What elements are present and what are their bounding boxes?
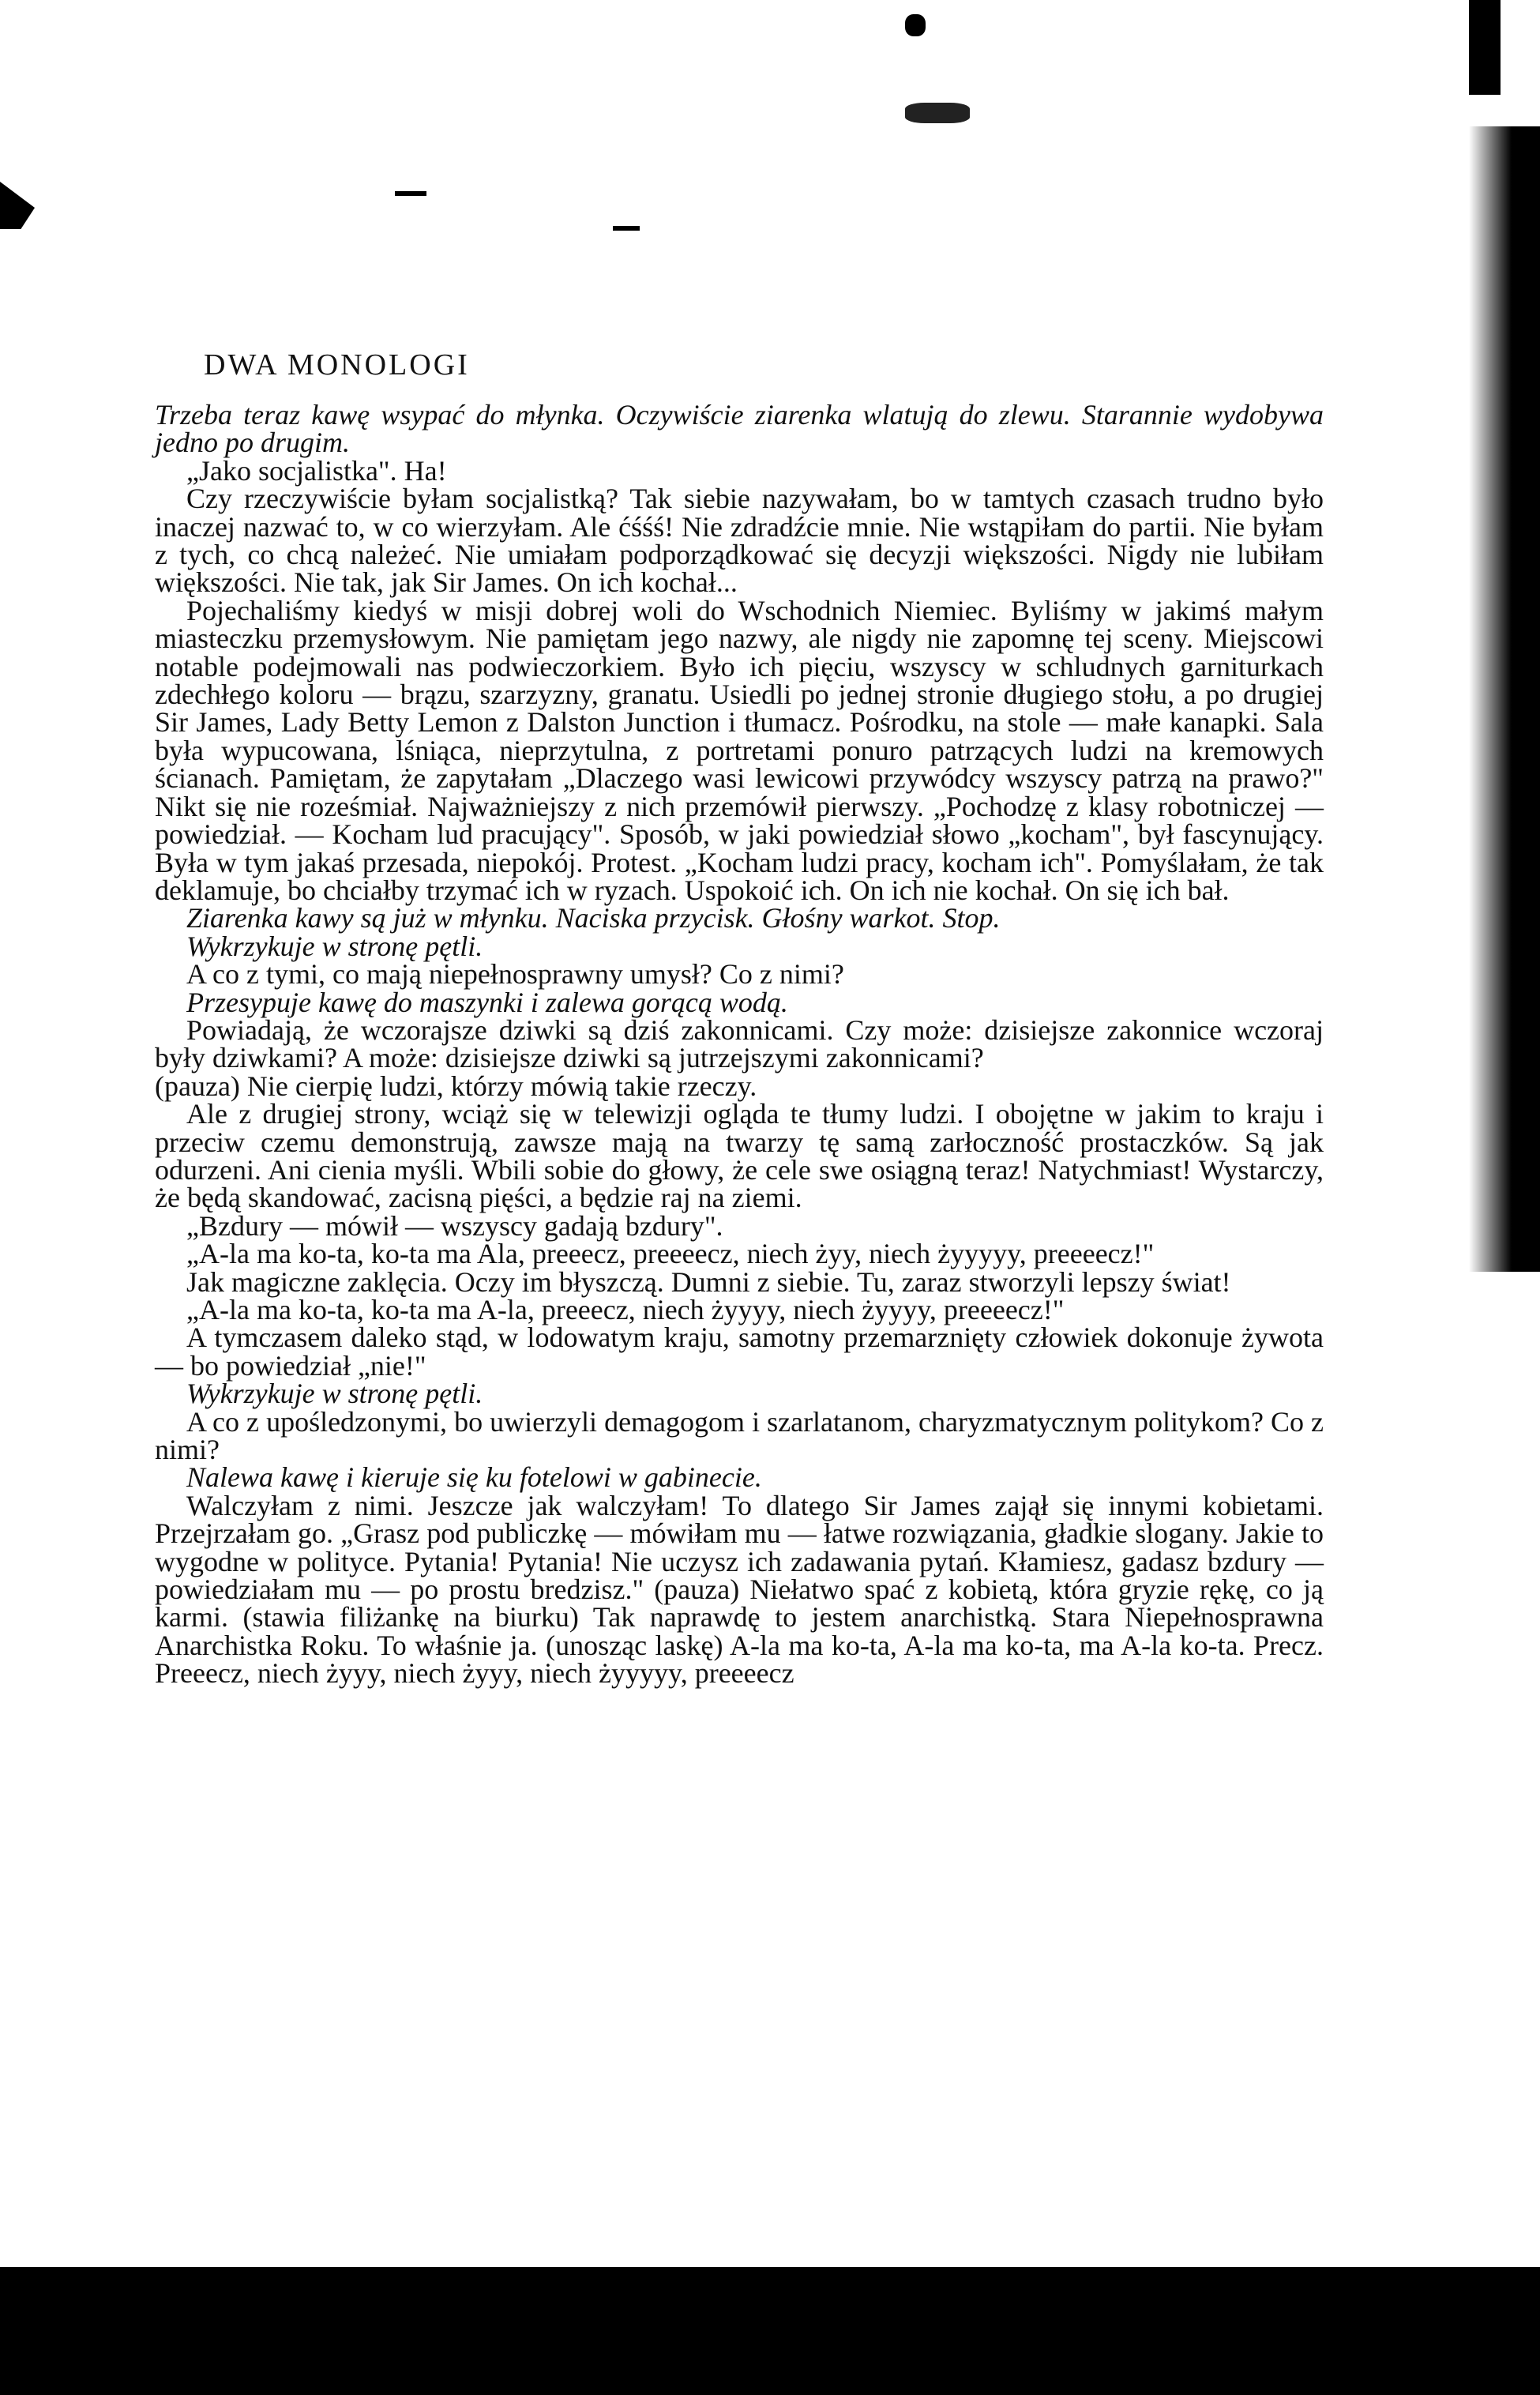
scan-corner-left	[0, 182, 35, 229]
scan-shadow-right	[1469, 126, 1540, 1272]
paragraph: „A-la ma ko-ta, ko-ta ma Ala, preeecz, preeeecz, niech żyy, niech żyyyyy, preeeecz!"	[186, 1238, 1155, 1270]
scan-dash-1	[395, 191, 426, 196]
stage-direction: Nalewa kawę i kieruje się ku fotelowi w gabinecie.	[186, 1461, 762, 1494]
paragraph: „A-la ma ko-ta, ko-ta ma A-la, preeecz, niech żyyyy, niech żyyyy, preeeecz!"	[186, 1294, 1065, 1325]
stage-direction: Trzeba teraz kawę wsypać do młynka. Oczywiście ziarenka wlatują do zlewu. Starannie wydobywa jedno po drugim.	[155, 399, 1324, 459]
paragraph: (pauza) Nie cierpię ludzi, którzy mówią takie rzeczy.	[155, 1070, 757, 1102]
stage-direction: Przesypuje kawę do maszynki i zalewa gorącą wodą.	[186, 986, 788, 1018]
page-title: DWA MONOLOGI	[204, 348, 470, 382]
paragraph: „Bzdury — mówił — wszyscy gadają bzdury".	[186, 1209, 723, 1242]
paragraph: Powiadają, że wczorajsze dziwki są dziś zakonnicami. Czy może: dzisiejsze zakonnice wczoraj były dziwkami? A może: dzisiejsze dziwki są jutrzejszymi zakonnicami?	[155, 1013, 1324, 1074]
stage-direction: Ziarenka kawy są już w młynku. Naciska przycisk. Głośny warkot. Stop.	[186, 902, 1001, 934]
scan-bar-bottom	[0, 2267, 1540, 2395]
stage-direction: Wykrzykuje w stronę pętli.	[186, 1378, 483, 1410]
paragraph: Pojechaliśmy kiedyś w misji dobrej woli do Wschodnich Niemiec. Byliśmy w jakimś małym miasteczku przemysłowym. Nie pamiętam jego nazwy, ale nigdy nie zapomnę tej sceny. Miejscowi notable podejmowali nas podwieczorkiem. Było ich pięciu, wszyscy w schludnych garniturkach zdechłego koloru — brązu, szarzyzny, granatu. Usiedli po jednej stronie długiego stołu, a po drugiej Sir James, Lady Betty Lemon z Dalston Junction i tłumacz. Pośrodku, na stole — małe kanapki. Sala była wypucowana, lśniąca, nieprzytulna, z portretami ponuro patrzących ludzi na kremowych ścianach. Pamiętam, że zapytałam „Dlaczego wasi lewicowi przywódcy wszyscy patrzą na prawo?" Nikt się nie roześmiał. Najważniejszy z nich przemówił pierwszy. „Pochodzę z klasy robotniczej — powiedział. — Kocham lud pracujący". Sposób, w jaki powiedział słowo „kocham", był fascynujący. Była w tym jakaś przesada, niepokój. Protest. „Kocham ludzi pracy, kocham ich". Pomyślałam, że tak deklamuje, bo chciałby trzymać ich w ryzach. Uspokoić ich. On ich nie kochał. On się ich bał.	[155, 594, 1324, 906]
paragraph: „Jako socjalistka". Ha!	[186, 454, 447, 487]
paragraph: Ale z drugiej strony, wciąż się w telewizji ogląda te tłumy ludzi. I obojętne w jakim to kraju i przeciw czemu demonstrują, zawsze mają na twarzy tę samą zarłoczność prostaczków. Są jak odurzeni. Ani cienia myśli. Wbili sobie do głowy, że cele swe osiągną teraz! Natychmiast! Wystarczy, że będą skandować, zacisną pięści, a będzie raj na ziemi.	[155, 1098, 1324, 1214]
paragraph: Walczyłam z nimi. Jeszcze jak walczyłam! To dlatego Sir James zajął się innymi kobietami. Przejrzałam go. „Grasz pod publiczkę — mówiłam mu — łatwe rozwiązania, gładkie slogany. Jakie to wygodne w polityce. Pytania! Pytania! Nie uczysz ich zadawania pytań. Kłamiesz, gadasz bzdury — powiedziałam mu — po prostu bredzisz." (pauza) Niełatwo spać z kobietą, która gryzie rękę, co ją karmi. (stawia filiżankę na biurku) Tak naprawdę to jestem anarchistką. Stara Niepełnosprawna Anarchistka Roku. To właśnie ja. (unosząc laskę) A-la ma ko-ta, A-la ma ko-ta, ma A-la ko-ta. Precz. Preeecz, niech żyyy, niech żyyy, niech żyyyyy, preeeecz	[155, 1489, 1324, 1690]
paragraph: A tymczasem daleko stąd, w lodowatym kraju, samotny przemarznięty człowiek dokonuje żywota — bo powiedział „nie!"	[155, 1322, 1324, 1382]
paragraph: A co z upośledzonymi, bo uwierzyli demagogom i szarlatanom, charyzmatycznym politykom? Co z nimi?	[155, 1405, 1324, 1466]
paragraph: Czy rzeczywiście byłam socjalistką? Tak siebie nazywałam, bo w tamtych czasach trudno było inaczej nazwać to, w co wierzyłam. Ale ćśśś! Nie zdradźcie mnie. Nie wstąpiłam do partii. Nie byłam z tych, co chcą należeć. Nie umiałam podporządkować się decyzji większości. Nigdy nie lubiłam większości. Nie tak, jak Sir James. On ich kochał...	[155, 483, 1324, 599]
stage-direction: Wykrzykuje w stronę pętli.	[186, 930, 483, 962]
scan-dash-2	[613, 226, 640, 231]
scan-smudge-top-2	[905, 103, 970, 123]
paragraph: Jak magiczne zaklęcia. Oczy im błyszczą. Dumni z siebie. Tu, zaraz stworzyli lepszy świat!	[186, 1265, 1231, 1298]
paragraph: A co z tymi, co mają niepełnosprawny umysł? Co z nimi?	[186, 958, 844, 991]
scan-streak-right-top	[1469, 0, 1501, 95]
monologue-body	[155, 401, 1324, 1688]
scan-smudge-top	[905, 14, 926, 36]
